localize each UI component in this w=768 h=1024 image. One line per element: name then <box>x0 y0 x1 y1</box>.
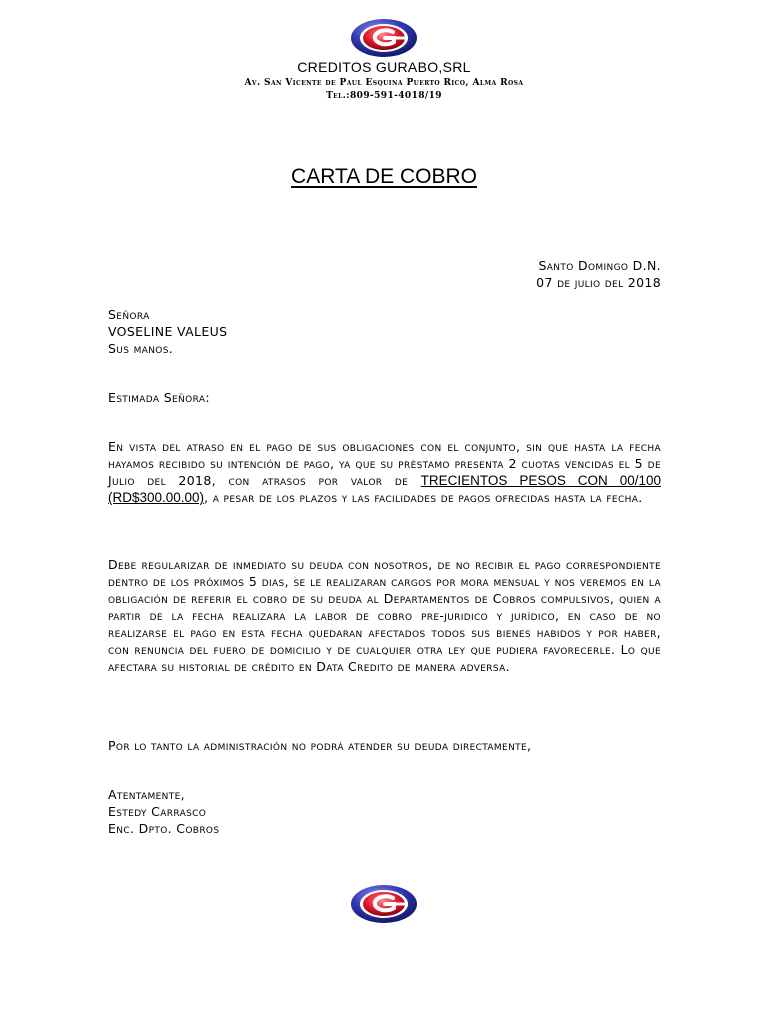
paragraph-2: Debe regularizar de inmediato su deuda con nosotros, de no recibir el pago correspondiente dentro de los próximos 5 dias, se le realizaran cargos por mora mensual y nos veremos en la obligación de referir el cobro de su deuda al Departamentos de Cobros compulsivos, quien a partir de la fecha realizara la labor de cobro pre-juridico y jurídico, en caso de no realizarse el pago en esta fecha quedaran afectados todos sus bienes habidos y por haber, con renuncia del fuero de domicilio y de cualquier otra ley que pudiera favorecerle. Lo que afectara su historial de crédito en Data Credito de manera adversa. <box>108 557 661 674</box>
date-block <box>536 257 661 291</box>
greeting: Estimada Señora: <box>108 390 210 405</box>
debt-amount: TRECIENTOS PESOS CON 00/100 (RD$300.00.00) <box>108 473 661 505</box>
signature-position: Enc. Dpto. Cobros <box>108 821 220 836</box>
paragraph-1-text-end: , a pesar de los plazos y las facilidades de pagos ofrecidas hasta la fecha. <box>204 490 643 505</box>
paragraph-3: Por lo tanto la administración no podrá atender su deuda directamente, <box>108 738 532 753</box>
paragraph-1-text: En vista del atraso en el pago de sus obligaciones con el conjunto, sin que hasta la fecha hayamos recibido su intención de pago, ya que su préstamo presenta 2 cuotas vencidas el 5 de Julio del 2018, con atrasos por valor de <box>108 439 661 488</box>
date-value: 07 de julio del 2018 <box>536 275 661 290</box>
signature-closing: Atentamente, <box>108 787 185 802</box>
signature-name: Estedy Carrasco <box>108 804 207 819</box>
company-address: Av. San Vicente de Paul Esquina Puerto Rico, Alma Rosa <box>244 78 524 88</box>
date-city: Santo Domingo D.N. <box>538 258 661 273</box>
recipient-name: VOSELINE VALEUS <box>108 324 228 339</box>
recipient-salutation: Señora <box>108 307 150 322</box>
company-phone: Tel.:809-591-4018/19 <box>326 91 442 101</box>
signature-block <box>108 786 219 837</box>
paragraph-1 <box>108 438 661 506</box>
page-title: CARTA DE COBRO <box>291 165 477 188</box>
footer-logo-icon <box>350 884 418 924</box>
company-name: CREDITOS GURABO,SRL <box>297 59 471 75</box>
recipient-hands: Sus manos. <box>108 341 174 356</box>
company-logo-icon <box>350 18 418 58</box>
recipient-block <box>108 306 227 357</box>
